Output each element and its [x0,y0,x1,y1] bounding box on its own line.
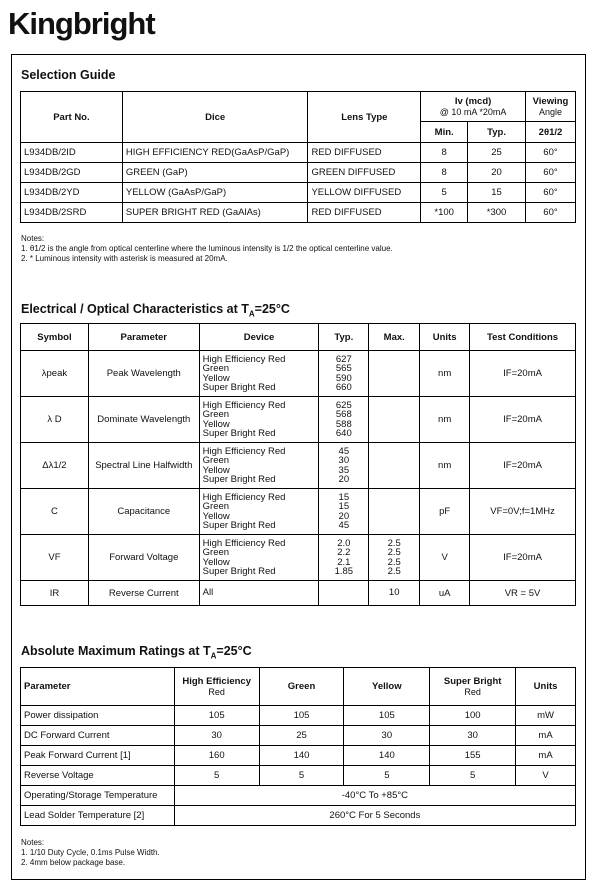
device-list-line: High Efficiency Red [202,491,286,503]
typ-values-line: 45 [338,519,350,531]
typ-values-line: 565 [335,363,352,375]
table-row [21,183,576,203]
note-line: 2. * Luminous intensity with asterisk is measured at 20mA. [21,254,228,263]
table-row [21,203,576,223]
max-values [369,443,420,489]
typ-values [319,535,369,581]
device-list [199,535,319,581]
device-list-line: Yellow [202,418,230,430]
device-list-line: Green [202,455,230,467]
device-list-line: High Efficiency Red [202,537,286,549]
parameter: Reverse Voltage [21,766,175,786]
yellow-value: 140 [344,746,430,766]
typ-values-line: 15 [338,501,350,513]
header-max: Max. [369,324,420,351]
header-dice: Dice [122,92,308,143]
selection-notes [21,234,393,264]
dice: GREEN (GaP) [122,163,308,183]
header-her-title: High Efficiency [182,676,251,687]
device-list [199,443,319,489]
iv-typ: 20 [468,163,526,183]
parameter: Power dissipation [21,706,175,726]
device-list-line: Super Bright Red [202,473,276,485]
symbol: λ D [21,397,89,443]
header-viewing-title: Viewing [532,96,569,107]
selection-table [20,91,576,223]
part-number: L934DB/2ID [21,143,123,163]
header-sbr-title: Super Bright [443,676,502,687]
typ-values-line: 20 [338,510,350,522]
header-iv-title: Iv (mcd) [454,96,492,107]
green-value: 105 [259,706,344,726]
span-value: 260°C For 5 Seconds [174,806,575,826]
table-row [21,726,576,746]
units: uA [420,581,470,606]
green-value: 140 [259,746,344,766]
her-value: 160 [174,746,259,766]
iv-typ: 25 [468,143,526,163]
test-condition: IF=20mA [470,535,576,581]
parameter: Dominate Wavelength [88,397,199,443]
table-row [21,397,576,443]
device-list-line: Green [202,363,230,375]
typ-values [319,489,369,535]
units: nm [420,397,470,443]
table-row [21,806,576,826]
header-typ: Typ. [468,122,526,143]
table-row [21,706,576,726]
device-list-line: Green [202,409,230,421]
iv-min: 5 [421,183,468,203]
table-row [21,143,576,163]
parameter: Peak Forward Current [1] [21,746,175,766]
yellow-value: 30 [344,726,430,746]
electrical-title: Electrical / Optical Characteristics at $T_A=25^\circ C$ [21,302,290,319]
device-list [199,489,319,535]
brand-logo: Kingbright [8,6,155,41]
device-list-line: Yellow [202,464,230,476]
absolute-table [20,667,576,826]
parameter: DC Forward Current [21,726,175,746]
typ-values-line: 20 [338,473,350,485]
parameter: Forward Voltage [88,535,199,581]
device-list-line: Green [202,501,230,513]
typ-values-line: 30 [338,455,350,467]
iv-min: 8 [421,163,468,183]
test-condition: VF=0V;f=1MHz [470,489,576,535]
header-device: Device [199,324,319,351]
electrical-table [20,323,576,606]
viewing-angle: 60° [525,163,575,183]
part-number: L934DB/2SRD [21,203,123,223]
header-green: Green [259,668,344,706]
typ-values-line: 568 [335,409,352,421]
max-values [369,351,420,397]
table-row [21,443,576,489]
typ-values-line: 2.1 [337,556,351,568]
header-angle-symbol: 2θ1/2 [525,122,575,143]
dice: SUPER BRIGHT RED (GaAlAs) [122,203,308,223]
header-viewing [525,92,575,122]
her-value: 30 [174,726,259,746]
header-iv-sub: @ 10 mA *20mA [439,107,507,117]
typ-values-line: 35 [338,464,350,476]
header-yellow: Yellow [344,668,430,706]
device-list [199,581,319,606]
units: V [420,535,470,581]
device-list-line: High Efficiency Red [202,353,286,365]
units: mW [516,706,576,726]
header-test-conditions: Test Conditions [470,324,576,351]
sbr-value: 100 [430,706,516,726]
units: nm [420,351,470,397]
table-row [21,581,576,606]
device-list-line: Yellow [202,372,230,384]
selection-title: Selection Guide [21,68,116,82]
parameter: Capacitance [88,489,199,535]
iv-min: *100 [421,203,468,223]
units: pF [420,489,470,535]
typ-values-line: 15 [338,491,350,503]
typ-values-line: 625 [335,399,352,411]
header-sbr [430,668,516,706]
note-line: 2. 4mm below package base. [21,858,126,867]
her-value: 105 [174,706,259,726]
dice: YELLOW (GaAsP/GaP) [122,183,308,203]
typ-values-line: 590 [335,372,352,384]
device-list [199,351,319,397]
typ-values [319,581,369,606]
viewing-angle: 60° [525,183,575,203]
symbol: λpeak [21,351,89,397]
parameter: Reverse Current [88,581,199,606]
parameter: Peak Wavelength [88,351,199,397]
typ-values-line: 1.85 [334,565,354,577]
header-typ: Typ. [319,324,369,351]
lens-type: GREEN DIFFUSED [308,163,421,183]
device-list-line: Yellow [202,556,230,568]
table-row [21,163,576,183]
lens-type: RED DIFFUSED [308,143,421,163]
test-condition: VR = 5V [470,581,576,606]
header-part: Part No. [21,92,123,143]
units: V [516,766,576,786]
header-units: Units [516,668,576,706]
her-value: 5 [174,766,259,786]
yellow-value: 105 [344,706,430,726]
part-number: L934DB/2YD [21,183,123,203]
iv-typ: *300 [468,203,526,223]
typ-values-line: 588 [335,418,352,430]
header-units: Units [420,324,470,351]
viewing-angle: 60° [525,143,575,163]
symbol: IR [21,581,89,606]
device-list-line: Yellow [202,510,230,522]
header-iv [421,92,526,122]
iv-min: 8 [421,143,468,163]
part-number: L934DB/2GD [21,163,123,183]
note-line: Notes: [21,234,45,243]
symbol: Δλ1/2 [21,443,89,489]
note-line: 1. θ1/2 is the angle from optical centerline where the luminous intensity is 1/2 the optical centerline value. [21,244,393,253]
max-values-line: 10 [388,587,400,599]
table-row [21,746,576,766]
iv-typ: 15 [468,183,526,203]
max-values-line: 2.5 [387,537,401,549]
typ-values [319,443,369,489]
device-list [199,397,319,443]
table-row [21,535,576,581]
units: mA [516,726,576,746]
dice: HIGH EFFICIENCY RED(GaAsP/GaP) [122,143,308,163]
lens-type: RED DIFFUSED [308,203,421,223]
max-values-line: 2.5 [387,565,401,577]
typ-values [319,351,369,397]
max-values [369,489,420,535]
header-min: Min. [421,122,468,143]
device-list-line: Green [202,547,230,559]
typ-values-line: 2.2 [337,547,351,559]
viewing-angle: 60° [525,203,575,223]
max-values-line: 2.5 [387,556,401,568]
green-value: 5 [259,766,344,786]
table-row [21,351,576,397]
max-values-line: 2.5 [387,547,401,559]
typ-values-line: 2.0 [337,537,351,549]
table-row [21,786,576,806]
units: nm [420,443,470,489]
sbr-value: 30 [430,726,516,746]
absolute-title: Absolute Maximum Ratings at $T_A=25^\circ C$ [21,644,252,661]
absolute-notes [21,838,160,868]
yellow-value: 5 [344,766,430,786]
span-value: -40°C To +85°C [174,786,575,806]
device-list-line: Super Bright Red [202,427,276,439]
typ-values [319,397,369,443]
max-values [369,535,420,581]
parameter: Spectral Line Halfwidth [88,443,199,489]
table-row [21,489,576,535]
typ-values-line: 640 [335,427,352,439]
parameter: Operating/Storage Temperature [21,786,175,806]
header-parameter: Parameter [88,324,199,351]
symbol: C [21,489,89,535]
parameter: Lead Solder Temperature [2] [21,806,175,826]
typ-values-line: 45 [338,445,350,457]
test-condition: IF=20mA [470,443,576,489]
typ-values-line: 660 [335,381,352,393]
test-condition: IF=20mA [470,397,576,443]
table-row [21,766,576,786]
typ-values-line: 627 [335,353,352,365]
header-her [174,668,259,706]
sbr-value: 155 [430,746,516,766]
green-value: 25 [259,726,344,746]
device-list-line: Super Bright Red [202,519,276,531]
note-line: Notes: [21,838,45,847]
device-list-line: High Efficiency Red [202,445,286,457]
test-condition: IF=20mA [470,351,576,397]
device-list-line: High Efficiency Red [202,399,286,411]
lens-type: YELLOW DIFFUSED [308,183,421,203]
sbr-value: 5 [430,766,516,786]
device-list-line: Super Bright Red [202,381,276,393]
max-values [369,581,420,606]
device-list-line: Super Bright Red [202,565,276,577]
header-viewing-sub: Angle [538,107,562,117]
header-sbr-sub: Red [464,687,481,697]
header-parameter: Parameter [21,668,175,706]
units: mA [516,746,576,766]
header-symbol: Symbol [21,324,89,351]
header-her-sub: Red [208,687,225,697]
symbol: VF [21,535,89,581]
note-line: 1. 1/10 Duty Cycle, 0.1ms Pulse Width. [21,848,160,857]
device-list-line: All [202,587,214,599]
max-values [369,397,420,443]
header-lens: Lens Type [308,92,421,143]
